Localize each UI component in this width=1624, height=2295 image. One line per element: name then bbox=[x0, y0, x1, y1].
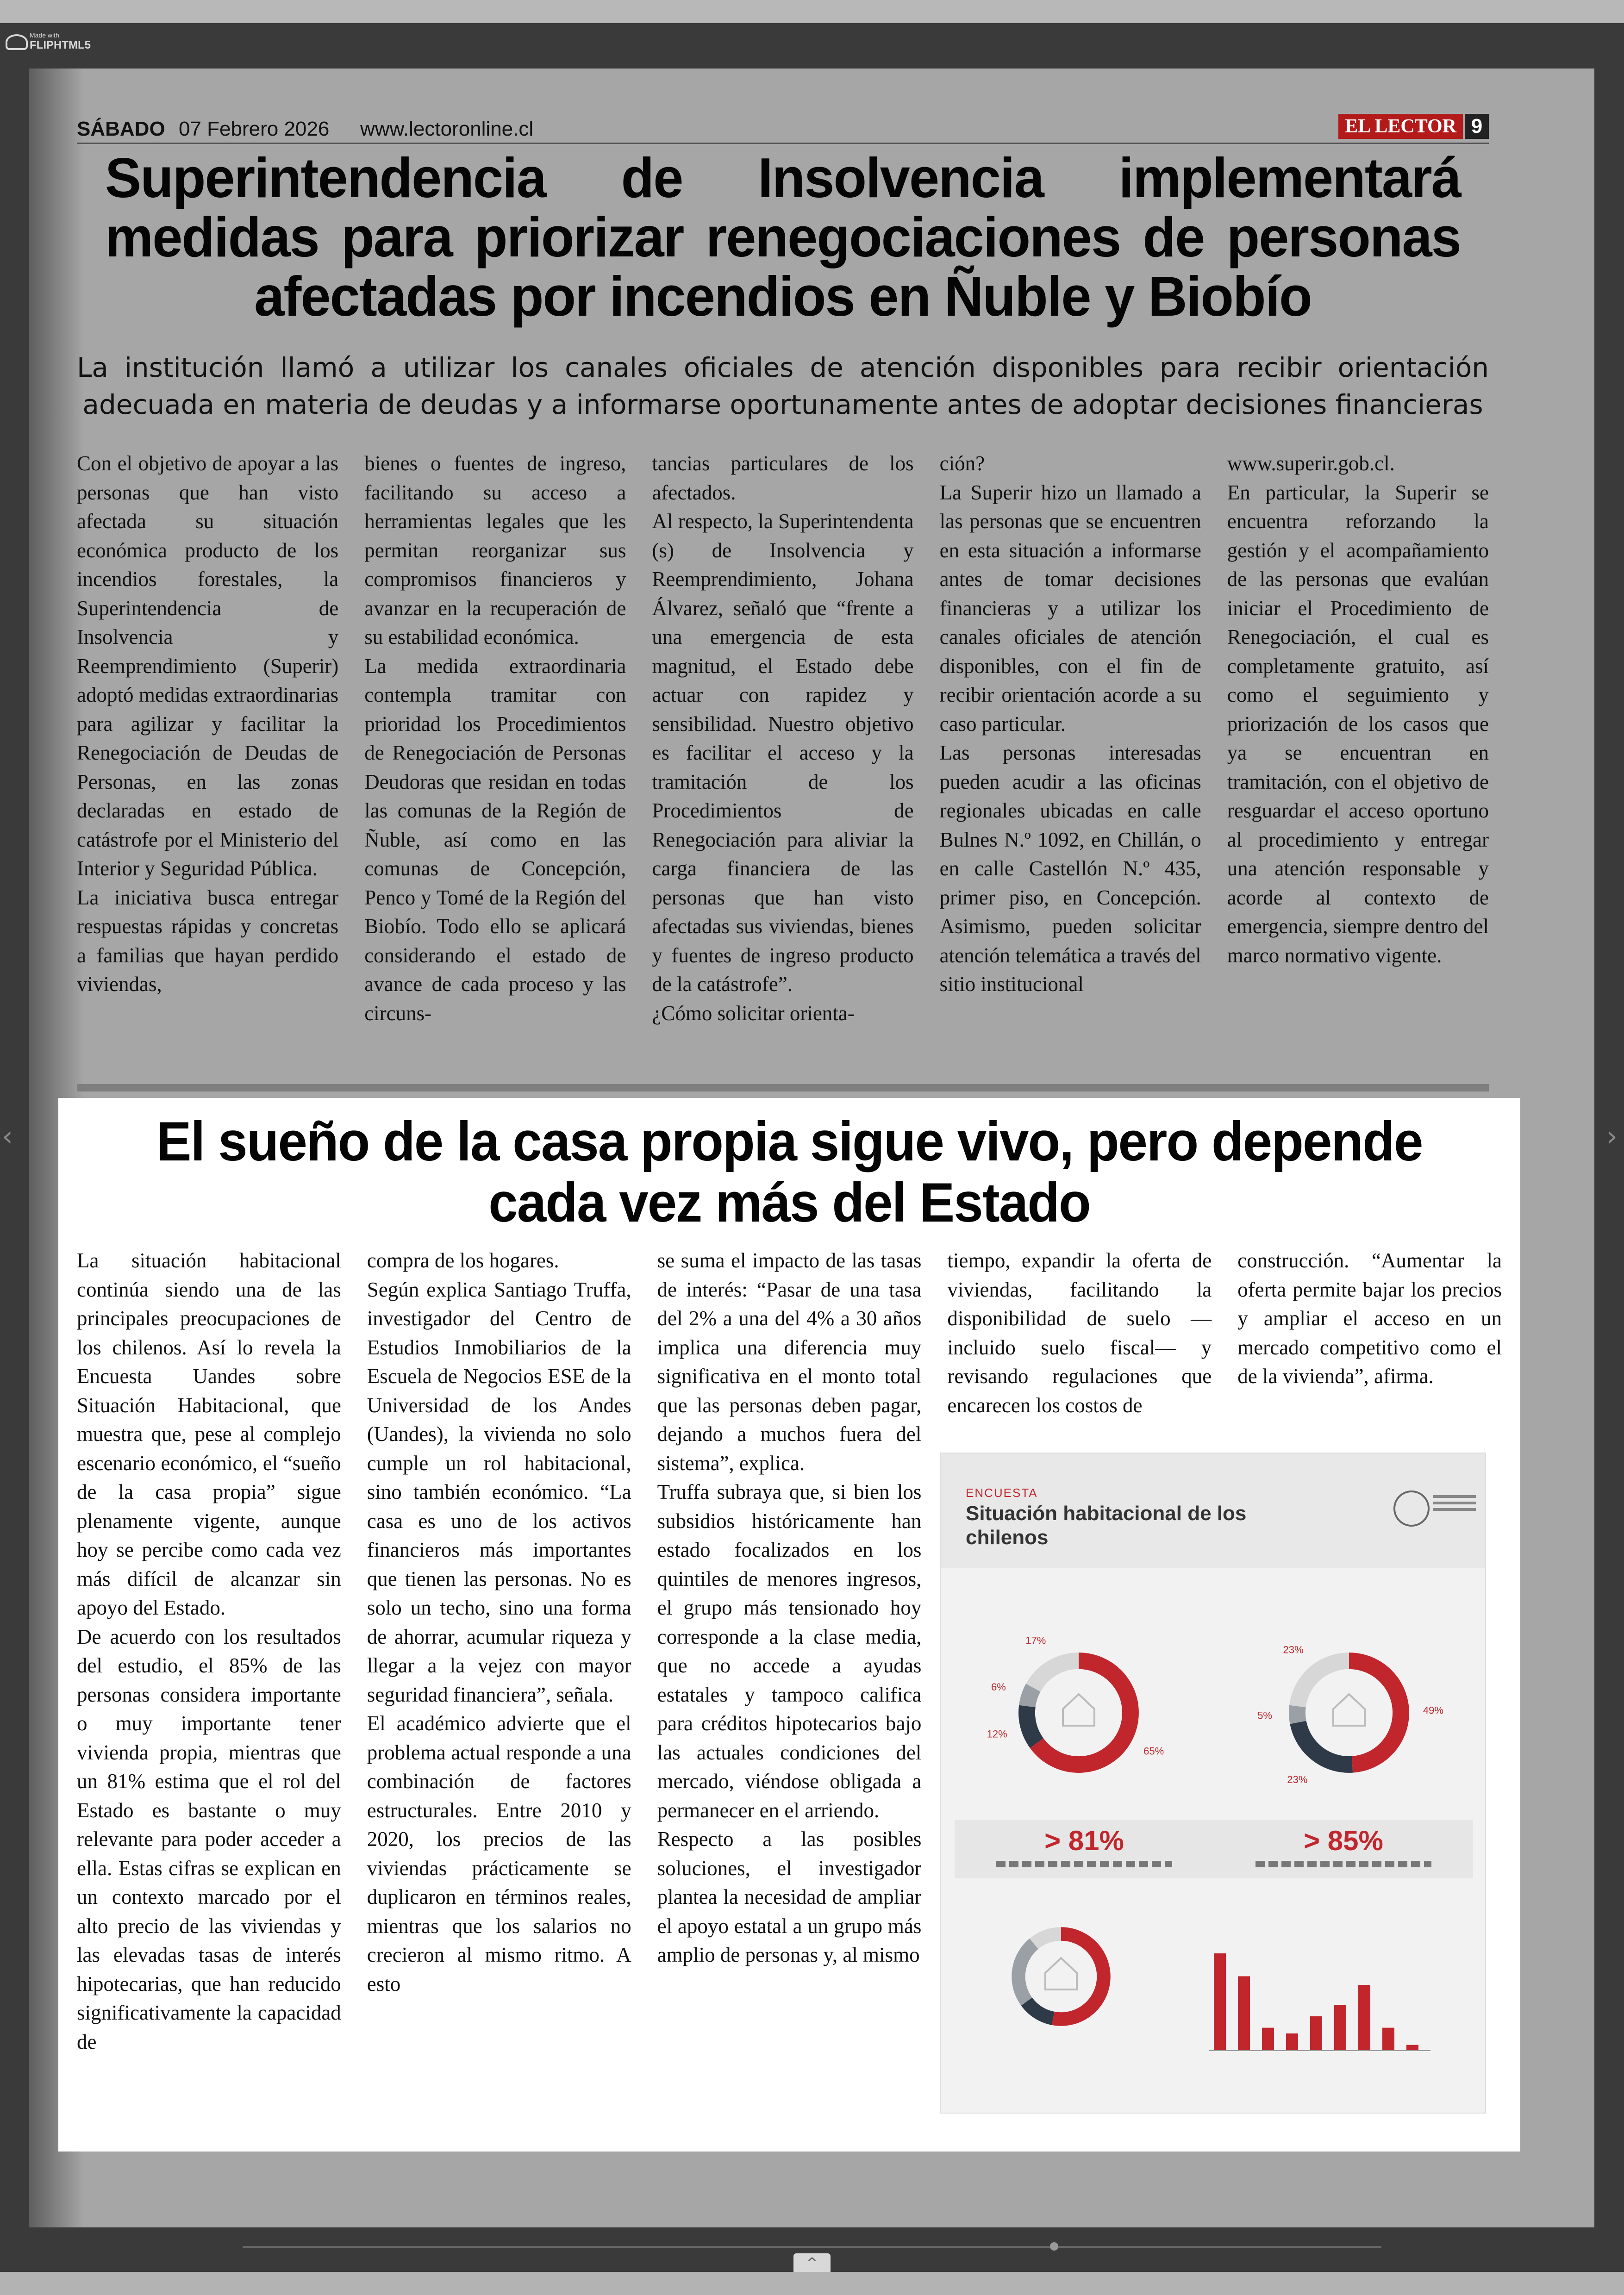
paragraph: De acuerdo con los resultados del estudio, el 85% de las personas considera importante o muy importante tener vivienda propia, mientras que un 81% estima que el rol del Estado es bastante o muy relevante para poder acceder a ella. Estas cifras se explican en un contexto marcado por el alto precio de las viviendas y las elevadas tasas de interés hipotecarias, que han reducido significativamente la capacidad de bbox=[77, 1625, 341, 2053]
page-number: 9 bbox=[1465, 114, 1489, 139]
paragraph: Según explica Santiago Truffa, investigador del Centro de Estudios Inmobiliarios de la Escuela de Negocios ESE de la Universidad de los Andes (Uandes), la vivienda no solo cumple un rol habitacional, sino también económico. “La casa es uno de los activos financieros más importantes que tienen las personas. No es solo un techo, sino una forma de ahorrar, acumular riqueza y llegar a la vejez con mayor seguridad financiera”, señala. bbox=[367, 1278, 631, 1706]
article1-column-5 bbox=[1227, 449, 1489, 1079]
paragraph: ción? bbox=[939, 452, 985, 475]
infographic-title: Situación habitacional de los chilenos bbox=[966, 1502, 1247, 1549]
paragraph: www.superir.gob.cl. bbox=[1227, 452, 1395, 475]
bar bbox=[1238, 1976, 1250, 2051]
donut-label: 12% bbox=[987, 1728, 1007, 1740]
paragraph: Truffa subraya que, si bien los subsidios históricamente han estado focalizados en los quintiles de menores ingresos, el grupo más tensionado hoy corresponde a la clase media, que no accede a ayudas estatales y tampoco califica para créditos hipotecarios bajo las actuales condiciones del mercado, viéndose obligada a permanecer en el arriendo. bbox=[657, 1480, 922, 1822]
paragraph: tiempo, expandir la oferta de viviendas, facilitando la disponibilidad de suelo —incluido suelo fiscal— y revisando regulaciones que encarecen los costos de bbox=[947, 1249, 1212, 1417]
page-scrubber-handle[interactable] bbox=[1050, 2242, 1058, 2251]
paragraph: La Superir hizo un llamado a las personas que se encuentren en esta situación a informarse antes de tomar decisiones financieras y a utilizar los canales oficiales de atención disponibles, con el fin de recibir orientación acorde a su caso particular. bbox=[939, 480, 1201, 736]
article2-column-3 bbox=[657, 1246, 922, 2144]
logo-made-with: Made with bbox=[30, 31, 59, 39]
house-icon bbox=[1045, 1958, 1077, 1989]
paragraph: tancias particulares de los afectados. bbox=[652, 452, 914, 504]
donut-slice bbox=[1053, 1934, 1104, 2019]
donut-slice bbox=[1027, 2002, 1053, 2018]
section-divider bbox=[77, 1084, 1489, 1091]
fliphtml5-icon bbox=[6, 34, 28, 50]
viewer-top-bar bbox=[0, 0, 1624, 23]
donut-slice bbox=[1298, 1722, 1352, 1765]
paragraph: Con el objetivo de apoyar a las personas que han visto afectada su situación económica producto de los incendios forestales, la Superintendencia de Insolvencia y Reemprendimiento (Superir) adoptó medidas extraordinarias para agilizar y facilitar la Renegociación de Deudas de Personas, en las zonas declaradas en estado de catástrofe por el Ministerio del Interior y Seguridad Pública. bbox=[77, 452, 339, 880]
donut-slice bbox=[1034, 1934, 1061, 1944]
masthead-logo: EL LECTOR bbox=[1338, 114, 1463, 139]
page-header bbox=[77, 113, 1489, 144]
logo-brand: FLIPHTML5 bbox=[30, 39, 91, 51]
donut-label: 17% bbox=[1025, 1634, 1046, 1646]
stat-caption-lines bbox=[1255, 1861, 1431, 1867]
bar bbox=[1310, 2016, 1322, 2051]
article1-column-1 bbox=[77, 449, 338, 1079]
next-page-icon[interactable]: › bbox=[1606, 1120, 1618, 1153]
article1-body bbox=[77, 449, 1489, 1079]
donut-slice bbox=[1033, 1661, 1079, 1688]
donut-chart-1 bbox=[987, 1634, 1164, 1765]
toolbar-expand-icon[interactable]: ^ bbox=[793, 2253, 831, 2272]
prev-page-icon[interactable]: ‹ bbox=[2, 1120, 13, 1153]
article2-column-1 bbox=[77, 1246, 341, 2144]
article1-headline: Superintendencia de Insolvencia implementará medidas para priorizar renegociaciones de personas afectadas por incendios en Ñuble y Biobío bbox=[105, 146, 1461, 328]
bar bbox=[1214, 1953, 1226, 2051]
donut-slice bbox=[1298, 1661, 1349, 1706]
paragraph: La situación habitacional continúa siendo una de las principales preocupaciones de los chilenos. Así lo revela la Encuesta Uandes sobre Situación Habitacional, que muestra que, pese al complejo escenario económico, el “sueño de la casa propia” sigue plenamente vigente, aunque hoy se percibe como cada vez más difícil de alcanzar sin apoyo del Estado. bbox=[77, 1249, 341, 1619]
bar-chart bbox=[1209, 1953, 1430, 2051]
bar bbox=[1406, 2045, 1418, 2051]
paragraph: construcción. “Aumentar la oferta permite bajar los precios y ampliar el acceso en un mercado competitivo como el de la vivienda”, afirma. bbox=[1237, 1249, 1502, 1388]
bar bbox=[1286, 2033, 1298, 2051]
bar bbox=[1262, 2028, 1274, 2051]
article1-column-2 bbox=[364, 449, 626, 1079]
paragraph: Las personas interesadas pueden acudir a las oficinas regionales ubicadas en calle Bulnes N.º 1092, en Chillán, o en calle Castellón N.º 435, primer piso, en Concepción. Asimismo, pueden solicitar atención telemática a través del sitio institucional bbox=[939, 741, 1201, 996]
stat-box-81 bbox=[955, 1820, 1214, 1878]
paragraph: Respecto a las posibles soluciones, el investigador plantea la necesidad de ampliar el apoyo estatal a un grupo más amplio de personas y, al mismo bbox=[657, 1827, 922, 1966]
page-scrubber[interactable] bbox=[243, 2246, 1381, 2248]
paragraph: El académico advierte que el problema actual responde a una combinación de factores estructurales. Entre 2010 y 2020, los precios de las viviendas prácticamente se duplicaron en términos reales, mientras que los salarios no crecieron al mismo ritmo. A esto bbox=[367, 1712, 631, 1996]
bar bbox=[1382, 2028, 1394, 2051]
article2-box bbox=[58, 1098, 1520, 2152]
article1-column-4 bbox=[940, 449, 1201, 1079]
donut-slice bbox=[1297, 1706, 1298, 1722]
paragraph: se suma el impacto de las tasas de interés: “Pasar de una tasa del 2% a una del 4% a 30 años implica una diferencia muy significativa en el monto total que las personas deben pagar, dejando a muchos fuera del sistema”, explica. bbox=[657, 1249, 922, 1475]
article2-headline: El sueño de la casa propia sigue vivo, pero depende cada vez más del Estado bbox=[156, 1110, 1423, 1234]
article1-deck: La institución llamó a utilizar los canales oficiales de atención disponibles para recibir orientación adecuada en materia de deudas y a informarse oportunamente antes de adoptar decisiones financieras bbox=[77, 352, 1489, 420]
house-icon bbox=[1063, 1694, 1094, 1726]
bar bbox=[1358, 1985, 1370, 2051]
donut-chart-2 bbox=[1257, 1644, 1443, 1785]
donut-label: 49% bbox=[1423, 1704, 1443, 1716]
donut-label: 5% bbox=[1257, 1709, 1272, 1721]
donut-slice bbox=[1018, 1944, 1034, 2002]
infographic bbox=[940, 1453, 1486, 2114]
donut-chart-3 bbox=[1018, 1934, 1104, 2019]
header-date: 07 Febrero 2026 bbox=[179, 118, 330, 140]
donut-label: 23% bbox=[1287, 1773, 1308, 1785]
paragraph: compra de los hogares. bbox=[367, 1249, 559, 1272]
donut-slice bbox=[1349, 1661, 1401, 1765]
article2-column-2 bbox=[367, 1246, 631, 2144]
paragraph: La medida extraordinaria contempla tramitar con prioridad los Procedimientos de Renegociación de Personas Deudoras que residan en todas las comunas de la Región de Ñuble, así como en las comunas de Concepción, Penco y Tomé de la Región del Biobío. Todo ello se aplicará considerando el estado de avance de cada proceso y las circuns- bbox=[364, 654, 626, 1025]
header-day: SÁBADO bbox=[77, 118, 165, 140]
infographic-charts bbox=[941, 1453, 1485, 2113]
header-website: www.lectoronline.cl bbox=[360, 118, 534, 140]
donut-label: 23% bbox=[1283, 1644, 1304, 1656]
donut-slice bbox=[1027, 1688, 1033, 1706]
paragraph: bienes o fuentes de ingreso, facilitando su acceso a herramientas legales que les permitan reorganizar sus compromisos financieros y avanzar en la recuperación de su estabilidad económica. bbox=[364, 452, 626, 649]
donut-label: 6% bbox=[991, 1681, 1006, 1693]
donut-slice bbox=[1027, 1706, 1037, 1743]
stat-value: > 85% bbox=[1304, 1825, 1383, 1856]
article1-column-3 bbox=[652, 449, 913, 1079]
donut-label: 65% bbox=[1143, 1745, 1164, 1757]
stat-caption-lines bbox=[996, 1861, 1172, 1867]
infographic-tag: ENCUESTA bbox=[966, 1486, 1038, 1500]
house-icon bbox=[1333, 1694, 1365, 1726]
paragraph: Al respecto, la Superintendenta (s) de Insolvencia y Reemprendimiento, Johana Álvarez, señaló que “frente a una emergencia de esta magnitud, el Estado debe actuar con rapidez y sensibilidad. Nuestro objetivo es facilitar el acceso y la tramitación de los Procedimientos de Renegociación para aliviar la carga financiera de las personas que han visto afectadas sus viviendas, bienes y fuentes de ingreso producto de la catástrofe”. bbox=[652, 510, 914, 996]
bar bbox=[1334, 2005, 1346, 2051]
paragraph: ¿Cómo solicitar orienta- bbox=[652, 1001, 855, 1025]
stat-value: > 81% bbox=[1044, 1825, 1124, 1856]
paragraph: La iniciativa busca entregar respuestas rápidas y concretas a familias que hayan perdido viviendas, bbox=[77, 886, 339, 996]
paragraph: En particular, la Superir se encuentra reforzando la gestión y el acompañamiento de las personas que evalúan iniciar el Procedimiento de Renegociación, el cual es completamente gratuito, así como el seguimiento y priorización de los casos que ya se encuentran en tramitación, con el objetivo de resguardar el acceso oportuno al procedimiento y entregar una atención responsable y acorde al contexto de emergencia, siempre dentro del marco normativo vigente. bbox=[1227, 480, 1489, 967]
stat-box-85 bbox=[1214, 1820, 1473, 1878]
